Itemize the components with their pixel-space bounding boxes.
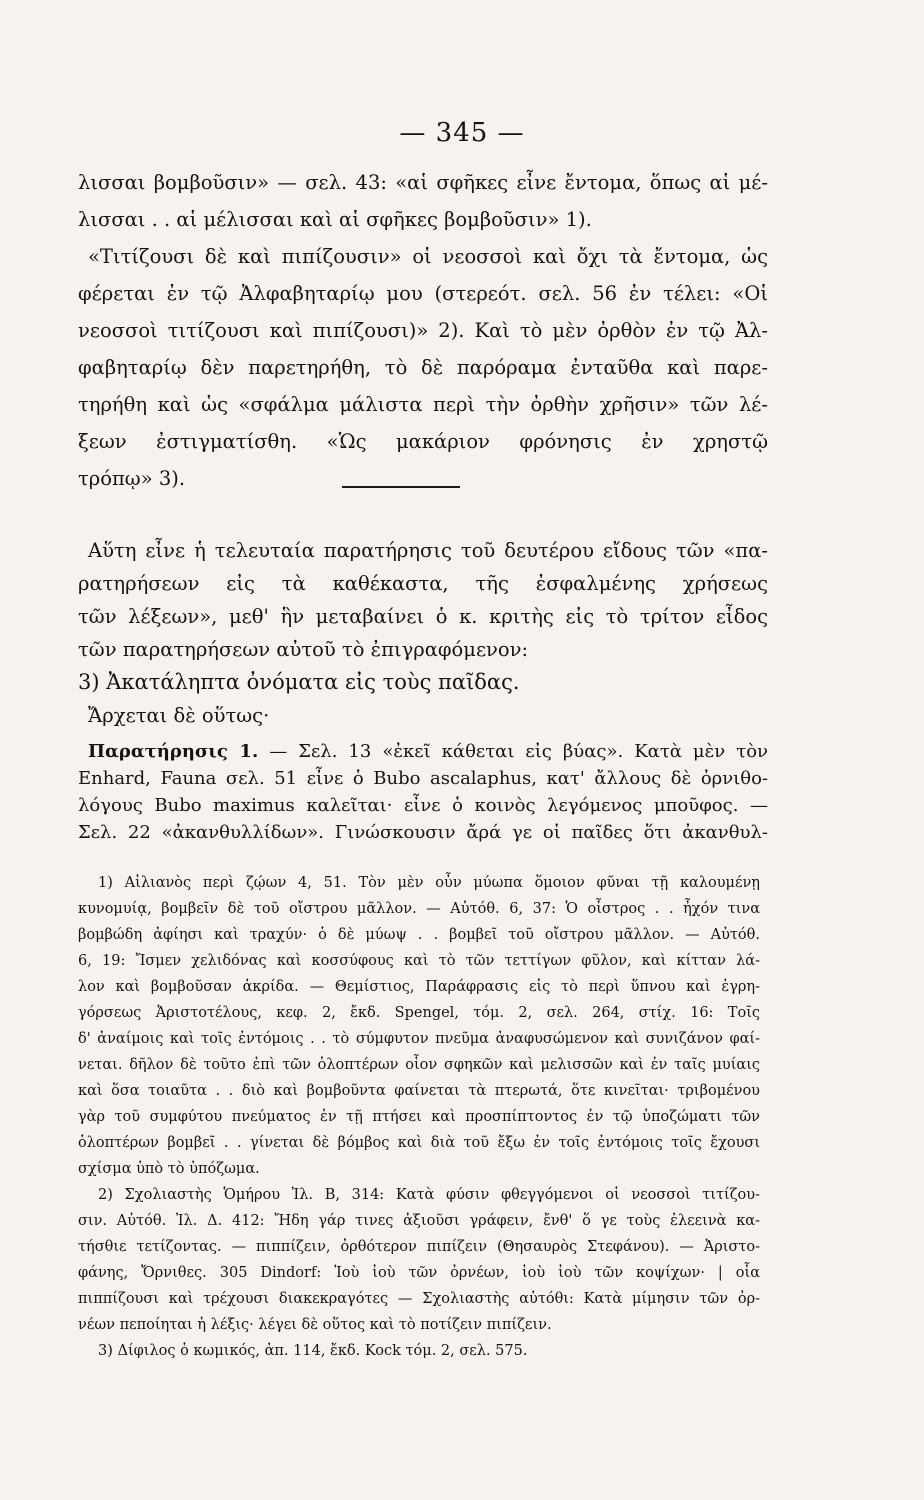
footnote-line: πιππίζουσι καὶ τρέχουσι διακεκραγότες — Σχολιαστὴς αὐτόθι: Κατὰ μίμησιν τῶν ὀρ- xyxy=(78,1291,760,1307)
footnote-line: 2) Σχολιαστὴς Ὁμήρου Ἰλ. Β, 314: Κατὰ φύσιν φθεγγόμενοι οἱ νεοσσοὶ τιτίζου- xyxy=(98,1187,760,1203)
footnote-line: δ' ἀναίμοις καὶ τοῖς ἐντόμοις . . τὸ σύμφυτον πνεῦμα ἀναφυσώμενον καὶ συνιζάνον φαί- xyxy=(78,1031,760,1047)
footnote-line: 1) Αἰλιανὸς περὶ ζῴων 4, 51. Τὸν μὲν οὖν μύωπα ὅμοιον φῦναι τῇ καλουμένῃ xyxy=(98,875,760,891)
footnote-line: σιν. Αὐτόθ. Ἰλ. Δ. 412: Ἤδη γάρ τινες ἀξιοῦσι γράφειν, ἔνθ' ὅ γε τοὺς ἐλεεινὰ κα- xyxy=(78,1213,760,1229)
text-line xyxy=(78,738,768,765)
text-line: λισσαι . . αἱ μέλισσαι καὶ αἱ σφῆκες βομβοῦσιν» 1). xyxy=(78,208,592,231)
footnote-line: ὁλοπτέρων βομβεῖ . . γίνεται δὲ βόμβος καὶ διὰ τοῦ ἔξω ἐν τοῖς ἐντόμοις τοῖς ἔχουσι xyxy=(78,1135,760,1151)
page-number: — 345 — xyxy=(399,118,525,148)
footnote-line: γὰρ τοῦ συμφύτου πνεύματος ἐν τῇ πτήσει καὶ προσπίπτοντος ἐν τῷ ὑποζώματι τῶν xyxy=(78,1109,760,1125)
footnote-line: 6, 19: Ἴσμεν χελιδόνας καὶ κοσσύφους καὶ τὸ τῶν τεττίγων φῦλον, καὶ κίτταν λά- xyxy=(78,953,760,969)
text-line: τηρήθη καὶ ὡς «σφάλμα μάλιστα περὶ τὴν ὀρθὴν χρῆσιν» τῶν λέ- xyxy=(78,393,768,416)
main-text-section xyxy=(78,534,768,732)
observation-block xyxy=(78,738,768,846)
text-line: Ἄρχεται δὲ οὕτως· xyxy=(88,704,270,727)
footnote-line: σχίσμα ὑπὸ τὸ ὑπόζωμα. xyxy=(78,1161,260,1177)
text-line: τρόπῳ» 3). xyxy=(78,467,186,490)
footnote-line: 3) Δίφιλος ὁ κωμικός, ἀπ. 114, ἔκδ. Kock τόμ. 2, σελ. 575. xyxy=(98,1343,528,1359)
footnote-line: βομβώδη ἀφίησι καὶ τραχύν· ὁ δὲ μύωψ . . βομβεῖ τοῦ οἴστρου μᾶλλον. — Αὐτόθ. xyxy=(78,927,760,943)
footnote-line: νεται. δῆλον δὲ τοῦτο ἐπὶ τῶν ὁλοπτέρων οἷον σφηκῶν καὶ μελισσῶν καὶ ἐν ταῖς μυίαις xyxy=(78,1057,760,1073)
observation-label: Παρατήρησις 1. xyxy=(88,741,259,762)
text-line: λόγους Bubo maximus καλεῖται· εἶνε ὁ κοινὸς λεγόμενος μποῦφος. — xyxy=(78,795,768,816)
footnote-line: τήσθιε τετίζοντας. — πιππίζειν, ὀρθότερον πιπίζειν (Θησαυρὸς Στεφάνου). — Ἀριστο- xyxy=(78,1239,760,1255)
text-line: φαβηταρίῳ δὲν παρετηρήθη, τὸ δὲ παρόραμα ἐνταῦθα καὶ παρε- xyxy=(78,356,768,379)
text-line: ρατηρήσεων εἰς τὰ καθέκαστα, τῆς ἐσφαλμένης χρήσεως xyxy=(78,572,768,595)
main-text-continuation xyxy=(78,164,768,497)
text-line: τῶν λέξεων», μεθ' ἣν μεταβαίνει ὁ κ. κριτὴς εἰς τὸ τρίτον εἶδος xyxy=(78,605,768,628)
text-line: Αὕτη εἶνε ἡ τελευταία παρατήρησις τοῦ δευτέρου εἴδους τῶν «πα- xyxy=(88,539,768,562)
footnote-line: καὶ ὅσα τοιαῦτα . . διὸ καὶ βομβοῦντα φαίνεται τὰ πτερωτά, ὅτε κινεῖται· τριβομένου xyxy=(78,1083,760,1099)
footnote-line: φάνης, Ὄρνιθες. 305 Dindorf: Ἰοὺ ἰοὺ τῶν ὀρνέων, ἰοὺ ἰοὺ τῶν κοψίχων· | οἷα xyxy=(78,1265,760,1281)
text-line: «Τιτίζουσι δὲ καὶ πιπίζουσιν» οἱ νεοσσοὶ καὶ ὄχι τὰ ἔντομα, ὡς xyxy=(88,245,768,268)
footnote-line: νέων πεποίηται ἡ λέξις· λέγει δὲ οὕτος καὶ τὸ ποτίζειν πιπίζειν. xyxy=(78,1317,552,1333)
footnote-line: γόρσεως Ἀριστοτέλους, κεφ. 2, ἔκδ. Spengel, τόμ. 2, σελ. 264, στίχ. 16: Τοῖς xyxy=(78,1005,760,1021)
section-heading: 3) Ἀκατάληπτα ὀνόματα εἰς τοὺς παῖδας. xyxy=(78,670,520,694)
observation-text: — Σελ. 13 «ἐκεῖ κάθεται εἰς βύας». Κατὰ μὲν τὸν xyxy=(258,741,768,762)
footnote-line: κυνομυίᾳ, βομβεῖν δὲ τοῦ οἴστρου μᾶλλον. — Αὐτόθ. 6, 37: Ὁ οἶστρος . . ἦχόν τινα xyxy=(78,901,760,917)
text-line: λισσαι βομβοῦσιν» — σελ. 43: «αἱ σφῆκες εἶνε ἔντομα, ὅπως αἱ μέ- xyxy=(78,171,768,194)
footnotes xyxy=(78,870,760,1364)
footnote-line: λον καὶ βομβοῦσαν ἀκρίδα. — Θεμίστιος, Παράφρασις εἰς τὸ περὶ ὕπνου καὶ ἐγρη- xyxy=(78,979,760,995)
text-line: φέρεται ἐν τῷ Ἀλφαβηταρίῳ μου (στερεότ. σελ. 56 ἐν τέλει: «Οἱ xyxy=(78,282,768,305)
text-line: ξεων ἐστιγματίσθη. «Ὡς μακάριον φρόνησις ἐν χρηστῷ xyxy=(78,430,768,453)
section-divider xyxy=(342,486,460,488)
text-line: Enhard, Fauna σελ. 51 εἶνε ὁ Bubo ascalaphus, κατ' ἄλλους δὲ ὀρνιθο- xyxy=(78,768,768,789)
text-line: τῶν παρατηρήσεων αὐτοῦ τὸ ἐπιγραφόμενον: xyxy=(78,638,529,661)
text-line: Σελ. 22 «ἀκανθυλλίδων». Γινώσκουσιν ἄρά γε οἱ παῖδες ὅτι ἀκανθυλ- xyxy=(78,822,768,843)
text-line: νεοσσοὶ τιτίζουσι καὶ πιπίζουσι)» 2). Καὶ τὸ μὲν ὀρθὸν ἐν τῷ Ἀλ- xyxy=(78,319,768,342)
